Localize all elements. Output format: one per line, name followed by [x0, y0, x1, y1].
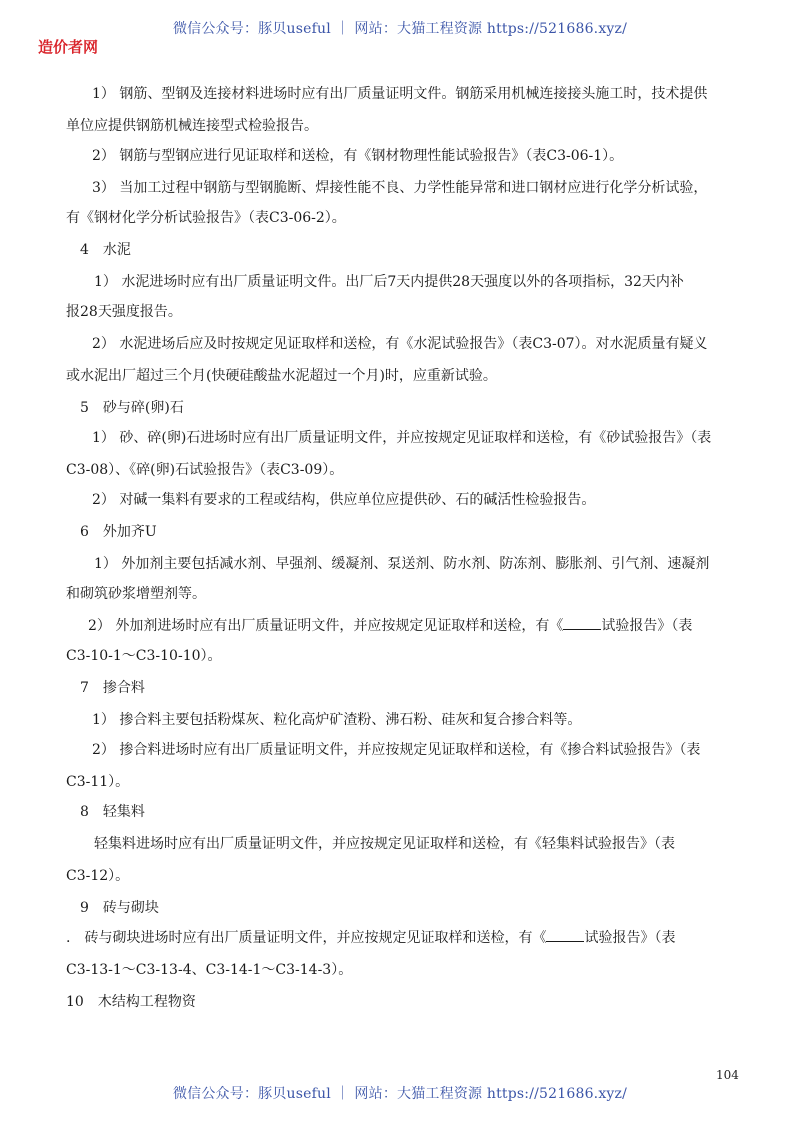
- text-line: 1） 外加剂主要包括减水剂、早强剂、缓凝剂、泵送剂、防水剂、防冻剂、膨胀剂、引气剂、速凝剂: [94, 556, 710, 572]
- text-line: 1） 砂、碎(卵)石进场时应有出厂质量证明文件，并应按规定见证取样和送检，有《砂试验报告》（表: [92, 430, 712, 446]
- page-footer: 微信公众号：豚贝useful ｜ 网站：大猫工程资源 https://521686.xyz/: [172, 1086, 628, 1102]
- text-segment: 2） 外加剂进场时应有出厂质量证明文件，并应按规定见证取样和送检，有《: [88, 618, 564, 634]
- fill-blank: [563, 617, 601, 630]
- text-line: C3-12）。: [66, 868, 130, 884]
- fill-blank: [546, 929, 584, 942]
- site-logo-text: 造价者网: [38, 38, 99, 56]
- section-heading: 6 外加齐U: [80, 524, 157, 540]
- text-line: 2） 掺合料进场时应有出厂质量证明文件，并应按规定见证取样和送检，有《掺合料试验报告》（表: [92, 742, 701, 758]
- text-line: 1） 钢筋、型钢及连接材料进场时应有出厂质量证明文件。钢筋采用机械连接接头施工时，技术提供: [92, 86, 708, 102]
- text-line: 3） 当加工过程中钢筋与型钢脆断、焊接性能不良、力学性能异常和进口钢材应进行化学分析试验，: [92, 180, 708, 196]
- section-heading: 5 砂与碎(卵)石: [80, 400, 184, 416]
- text-line: C3-08）、《碎(卵)石试验报告》（表C3-09）。: [66, 462, 344, 478]
- text-segment: . 砖与砌块进场时应有出厂质量证明文件，并应按规定见证取样和送检，有《: [66, 930, 547, 946]
- text-line: 轻集料进场时应有出厂质量证明文件，并应按规定见证取样和送检，有《轻集料试验报告》（表: [94, 836, 675, 852]
- text-segment: 试验报告》（表: [601, 618, 693, 634]
- text-line: C3-10-1～C3-10-10）。: [66, 648, 222, 664]
- page-number: 104: [716, 1068, 739, 1082]
- text-line: 2） 水泥进场后应及时按规定见证取样和送检，有《水泥试验报告》（表C3-07）。对水泥质量有疑义: [92, 336, 708, 352]
- text-line: [66, 928, 675, 948]
- text-line: C3-11）。: [66, 774, 130, 790]
- section-heading: 4 水泥: [80, 242, 131, 258]
- text-line: 1） 水泥进场时应有出厂质量证明文件。出厂后7天内提供28天强度以外的各项指标，32天内补: [94, 274, 684, 290]
- text-line: C3-13-1～C3-13-4、C3-14-1～C3-14-3）。: [66, 962, 353, 978]
- section-heading: 8 轻集料: [80, 804, 145, 820]
- text-line: 报28天强度报告。: [66, 304, 182, 320]
- text-line: 和砌筑砂浆增塑剂等。: [66, 586, 206, 602]
- section-heading: 10 木结构工程物资: [66, 994, 196, 1010]
- text-line: 2） 钢筋与型钢应进行见证取样和送检，有《钢材物理性能试验报告》（表C3-06-1）。: [92, 148, 624, 164]
- section-heading: 7 掺合料: [80, 680, 145, 696]
- text-line: 有《钢材化学分析试验报告》（表C3-06-2）。: [66, 210, 346, 226]
- section-heading: 9 砖与砌块: [80, 900, 159, 916]
- text-segment: 试验报告》（表: [584, 930, 676, 946]
- text-line: 单位应提供钢筋机械连接型式检验报告。: [66, 118, 318, 134]
- text-line: 1） 掺合料主要包括粉煤灰、粒化高炉矿渣粉、沸石粉、硅灰和复合掺合料等。: [92, 712, 582, 728]
- page-header: 微信公众号：豚贝useful ｜ 网站：大猫工程资源 https://521686.xyz/: [172, 21, 628, 37]
- text-line: 2） 对碱一集料有要求的工程或结构，供应单位应提供砂、石的碱活性检验报告。: [92, 492, 596, 508]
- text-line: 或水泥出厂超过三个月(快硬硅酸盐水泥超过一个月)时，应重新试验。: [66, 368, 497, 384]
- text-line: [88, 616, 692, 636]
